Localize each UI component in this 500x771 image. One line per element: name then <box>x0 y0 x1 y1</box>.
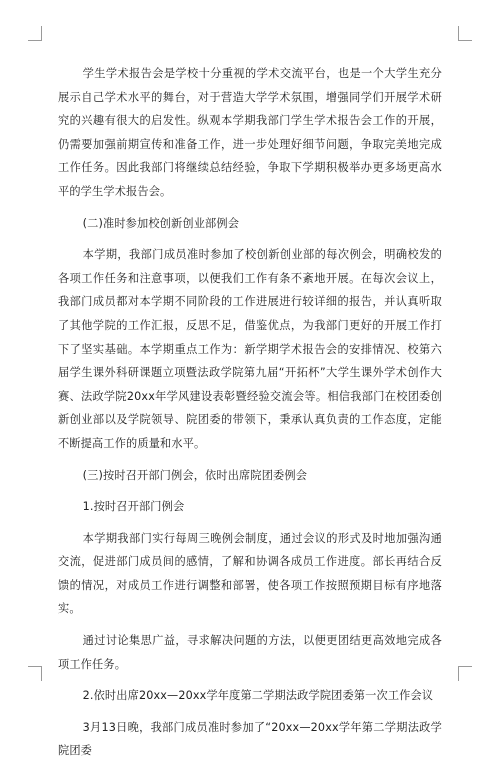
crop-mark-bottom-left-h <box>28 666 42 667</box>
paragraph-march-13: 3月13日晚，我部门成员准时参加了“20xx—20xx学年第二学期法政学院团委 <box>58 720 442 758</box>
crop-mark-top-left-h <box>28 40 42 41</box>
subheading-1: 1.按时召开部门例会 <box>82 500 185 514</box>
paragraph-innovation-meetings: 本学期，我部门成员准时参加了校创新创业部的每次例会，明确校发的各项工作任务和注意事项，以便我们工作有条不紊地开展。在每次会议上，我部门成员都对本学期不同阶段的工作进展进行较详细的报告，并认真听取了其他学院的工作汇报，反思不足，借鉴优点，为我部门更好的开展工作打下了坚实基础。本学期重点工作为：新学期学术报告会的安排情况、校第六届学生课外科研课题立项暨法政学院第九届“开拓杯”大学生课外学术创作大赛、法政学院20xx年学风建设表彰暨经验交流会等。相信我部门在校团委创新创业部以及学院领导、院团委的带领下，秉承认真负责的工作态度，定能不断提高工作的质量和水平。 <box>58 248 442 450</box>
crop-mark-top-right-h <box>458 40 472 41</box>
crop-mark-top-right-v <box>458 26 459 41</box>
paragraph-discussion: 通过讨论集思广益，寻求解决问题的方法，以便更团结更高效地完成各项工作任务。 <box>58 634 442 671</box>
subheading-2: 2.依时出席20xx—20xx学年度第二学期法政学院团委第一次工作会议 <box>82 689 434 703</box>
section-heading-3: (三)按时召开部门例会，依时出席院团委例会 <box>82 468 308 482</box>
document-body <box>58 62 442 771</box>
crop-mark-top-left-v <box>41 26 42 41</box>
crop-mark-bottom-left-v <box>41 666 42 681</box>
section-heading-2: (二)准时参加校创新创业部例会 <box>82 216 240 230</box>
crop-mark-bottom-right-h <box>458 666 472 667</box>
crop-mark-bottom-right-v <box>458 666 459 681</box>
paragraph-weekly-meetings: 本学期我部门实行每周三晚例会制度，通过会议的形式及时地加强沟通交流，促进部门成员间的感情，了解和协调各成员工作进度。部长再结合反馈的情况，对成员工作进行调整和部署，使各项工作按照预期目标有序地落实。 <box>58 531 442 616</box>
paragraph-academic-report: 学生学术报告会是学校十分重视的学术交流平台，也是一个大学生充分展示自己学术水平的舞台，对于营造大学学术氛围，增强同学们开展学术研究的兴趣有很大的启发性。纵观本学期我部门学生学术报告会工作的开展，仍需要加强前期宣传和准备工作，进一步处理好细节问题，争取完美地完成工作任务。因此我部门将继续总结经验，争取下学期积极举办更多场更高水平的学生学术报告会。 <box>58 67 442 198</box>
